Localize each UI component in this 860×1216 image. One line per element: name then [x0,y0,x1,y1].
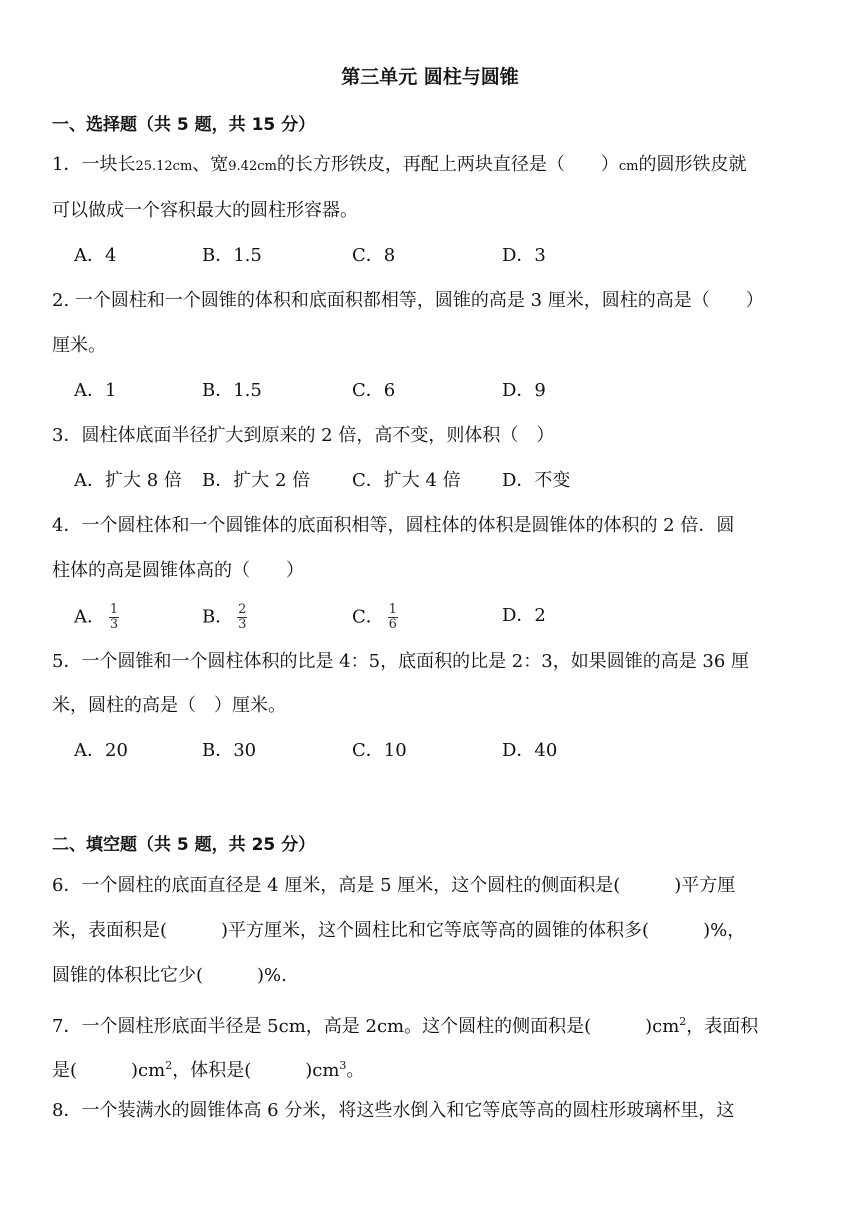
q4-option-b: B． $\frac{2}{3}$ [202,602,247,632]
question-5-line-1: 5．一个圆锥和一个圆柱体积的比是 4：5，底面积的比是 2：3，如果圆锥的高是 36 厘 [52,651,750,672]
q4-option-a: A． $\frac{1}{3}$ [74,602,119,632]
fraction-two-thirds: $\frac{2}{3}$ [238,602,247,632]
q5-option-b: B．30 [202,740,257,761]
q3-option-d: D．不变 [502,470,571,491]
question-8-line-1: 8．一个装满水的圆锥体高 6 分米，将这些水倒入和它等底等高的圆柱形玻璃杯里，这 [52,1100,735,1121]
question-2-line-2: 厘米。 [52,335,106,356]
question-3-line-1: 3．圆柱体底面半径扩大到原来的 2 倍，高不变，则体积（ ） [52,425,555,446]
q3-option-c: C．扩大 4 倍 [352,470,461,491]
q3-option-a: A．扩大 8 倍 [74,470,182,491]
q1-option-c: C．8 [352,245,396,266]
q2-option-b: B．1.5 [202,380,262,401]
section-heading-fill: 二、填空题（共 5 题，共 25 分） [52,835,316,855]
question-1-line-2: 可以做成一个容积最大的圆柱形容器。 [52,200,358,221]
q1-option-d: D．3 [502,245,546,266]
q4-option-c: C． $\frac{1}{6}$ [352,602,397,632]
question-2-line-1: 2. 一个圆柱和一个圆锥的体积和底面积都相等，圆锥的高是 3 厘米，圆柱的高是（ ） [52,290,764,311]
q2-option-c: C．6 [352,380,396,401]
question-7-line-1: 7．一个圆柱形底面半径是 5cm，高是 2cm。这个圆柱的侧面积是( )$cm^2$，表面积 [52,1015,759,1037]
question-4-line-1: 4．一个圆柱体和一个圆锥体的底面积相等，圆柱体的体积是圆锥体的体积的 2 倍．圆 [52,515,735,536]
section-heading-choice: 一、选择题（共 5 题，共 15 分） [52,115,316,135]
q3-option-b: B．扩大 2 倍 [202,470,311,491]
q5-option-a: A．20 [74,740,128,761]
question-7-line-2: 是( )$cm^2$，体积是( )$cm^3$。 [52,1059,365,1081]
q5-option-c: C．10 [352,740,407,761]
question-6-line-1: 6．一个圆柱的底面直径是 4 厘米，高是 5 厘米，这个圆柱的侧面积是( )平方厘 [52,875,736,896]
fraction-one-sixth: $\frac{1}{6}$ [388,602,397,632]
q1-option-a: A．4 [74,245,117,266]
q4-option-d: D．2 [502,605,546,626]
question-1-line-1: 1．一块长25.12cm、宽9.42cm的长方形铁皮，再配上两块直径是（ ）cm的圆形铁皮就 [52,154,747,175]
q2-option-a: A．1 [74,380,117,401]
fraction-one-third: $\frac{1}{3}$ [109,602,119,632]
question-6-line-2: 米，表面积是( )平方厘米，这个圆柱比和它等底等高的圆锥的体积多( )%， [52,920,746,941]
q2-option-d: D．9 [502,380,546,401]
q1-option-b: B．1.5 [202,245,262,266]
page-title: 第三单元 圆柱与圆锥 [341,66,519,88]
question-5-line-2: 米，圆柱的高是（ ）厘米。 [52,695,286,716]
q5-option-d: D．40 [502,740,558,761]
question-6-line-3: 圆锥的体积比它少( )%. [52,965,287,986]
question-4-line-2: 柱体的高是圆锥体高的（ ） [52,560,304,581]
